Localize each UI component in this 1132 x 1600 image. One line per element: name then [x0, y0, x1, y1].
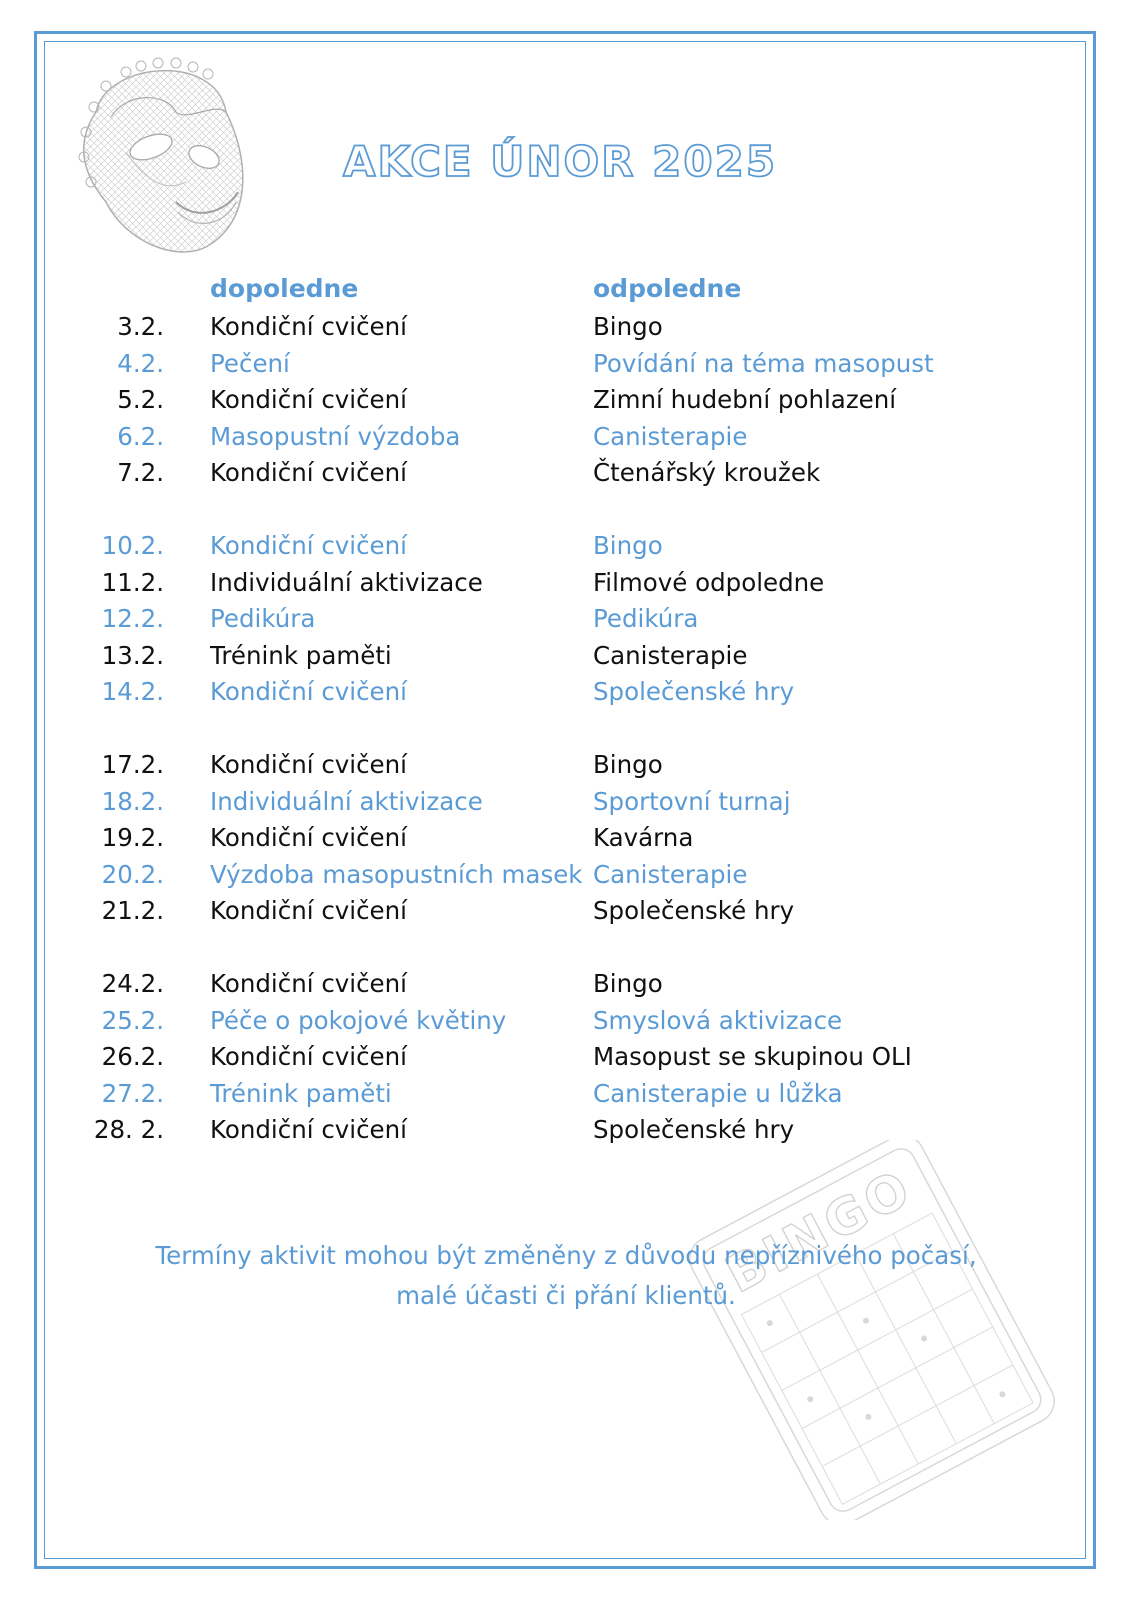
afternoon-column-header: odpoledne [593, 274, 742, 303]
row-morning-activity: Kondiční cvičení [210, 677, 407, 706]
schedule-row [0, 674, 1132, 711]
page-title [330, 128, 790, 198]
row-morning-activity: Kondiční cvičení [210, 750, 407, 779]
bingo-card-text: BINGO [716, 1158, 923, 1305]
row-afternoon-activity: Společenské hry [593, 1115, 795, 1144]
row-afternoon-activity: Masopust se skupinou OLI [593, 1042, 912, 1071]
row-date: 14.2. [101, 677, 164, 706]
row-morning-activity: Péče o pokojové květiny [210, 1005, 507, 1035]
row-date: 19.2. [101, 823, 164, 852]
row-morning-activity: Kondiční cvičení [210, 1115, 407, 1144]
row-afternoon-activity: Smyslová aktivizace [593, 1005, 843, 1035]
row-afternoon-activity: Canisterapie u lůžka [593, 1078, 843, 1108]
row-morning-activity: Výzdoba masopustních masek [210, 859, 583, 889]
row-morning-activity: Trénink paměti [210, 1078, 392, 1108]
row-afternoon-activity: Bingo [593, 531, 663, 560]
row-morning-activity: Kondiční cvičení [210, 385, 407, 414]
row-date: 26.2. [101, 1042, 164, 1071]
schedule-row [0, 346, 1132, 383]
schedule-row [0, 601, 1132, 638]
row-date: 21.2. [101, 896, 164, 925]
page-title-text: AKCE ÚNOR 2025 [342, 137, 778, 186]
row-morning-activity: Pečení [210, 348, 290, 378]
row-date: 4.2. [117, 348, 164, 378]
row-afternoon-activity: Povídání na téma masopust [593, 348, 934, 378]
schedule-row [0, 309, 1132, 346]
row-afternoon-activity: Kavárna [593, 823, 694, 852]
schedule-row [0, 565, 1132, 602]
schedule-row [0, 382, 1132, 419]
row-afternoon-activity: Zimní hudební pohlazení [593, 385, 897, 414]
row-afternoon-activity: Bingo [593, 312, 663, 341]
row-afternoon-activity: Canisterapie [593, 859, 748, 889]
row-date: 13.2. [101, 640, 164, 670]
row-morning-activity: Kondiční cvičení [210, 896, 407, 925]
disclaimer-line-2: malé účasti či přání klientů. [396, 1281, 736, 1310]
row-date: 28. 2. [93, 1115, 164, 1144]
row-date: 24.2. [101, 969, 164, 998]
disclaimer-note [100, 1236, 1032, 1316]
row-morning-activity: Trénink paměti [210, 640, 392, 670]
row-afternoon-activity: Čtenářský kroužek [593, 458, 821, 487]
schedule-row [0, 747, 1132, 784]
row-date: 7.2. [117, 458, 164, 487]
row-morning-activity: Kondiční cvičení [210, 823, 407, 852]
schedule-row [0, 419, 1132, 456]
disclaimer-line-1: Termíny aktivit mohou být změněny z důvodu nepříznivého počasí, [155, 1241, 977, 1270]
row-afternoon-activity: Bingo [593, 750, 663, 779]
row-afternoon-activity: Sportovní turnaj [593, 786, 791, 816]
schedule-table [0, 309, 1132, 1149]
row-morning-activity: Kondiční cvičení [210, 312, 407, 341]
row-morning-activity: Masopustní výzdoba [210, 421, 461, 451]
row-morning-activity: Pedikúra [210, 604, 316, 633]
row-afternoon-activity: Bingo [593, 969, 663, 998]
row-date: 6.2. [117, 421, 164, 451]
morning-column-header: dopoledne [210, 274, 359, 303]
row-morning-activity: Kondiční cvičení [210, 531, 407, 560]
schedule-row [0, 455, 1132, 492]
schedule-row [0, 893, 1132, 930]
row-date: 5.2. [117, 385, 164, 414]
schedule-row [0, 638, 1132, 675]
schedule-row [0, 1039, 1132, 1076]
schedule-row [0, 528, 1132, 565]
row-date: 18.2. [101, 786, 164, 816]
schedule-row [0, 1076, 1132, 1113]
row-morning-activity: Individuální aktivizace [210, 567, 483, 597]
row-morning-activity: Kondiční cvičení [210, 458, 407, 487]
row-afternoon-activity: Pedikúra [593, 604, 699, 633]
row-morning-activity: Kondiční cvičení [210, 969, 407, 998]
row-morning-activity: Kondiční cvičení [210, 1042, 407, 1071]
bingo-card-icon [672, 1140, 1072, 1520]
row-afternoon-activity: Společenské hry [593, 677, 795, 706]
row-afternoon-activity: Společenské hry [593, 896, 795, 925]
row-date: 27.2. [101, 1078, 164, 1108]
row-date: 20.2. [101, 859, 164, 889]
row-date: 11.2. [101, 567, 164, 597]
row-afternoon-activity: Filmové odpoledne [593, 567, 825, 597]
row-date: 17.2. [101, 750, 164, 779]
schedule-row [0, 820, 1132, 857]
row-afternoon-activity: Canisterapie [593, 640, 748, 670]
schedule-row [0, 784, 1132, 821]
row-date: 12.2. [101, 604, 164, 633]
schedule-row [0, 1003, 1132, 1040]
row-morning-activity: Individuální aktivizace [210, 786, 483, 816]
row-date: 10.2. [101, 531, 164, 560]
row-date: 25.2. [101, 1005, 164, 1035]
schedule-row [0, 966, 1132, 1003]
row-afternoon-activity: Canisterapie [593, 421, 748, 451]
carnival-mask-icon [66, 52, 266, 262]
schedule-row [0, 857, 1132, 894]
row-date: 3.2. [117, 312, 164, 341]
